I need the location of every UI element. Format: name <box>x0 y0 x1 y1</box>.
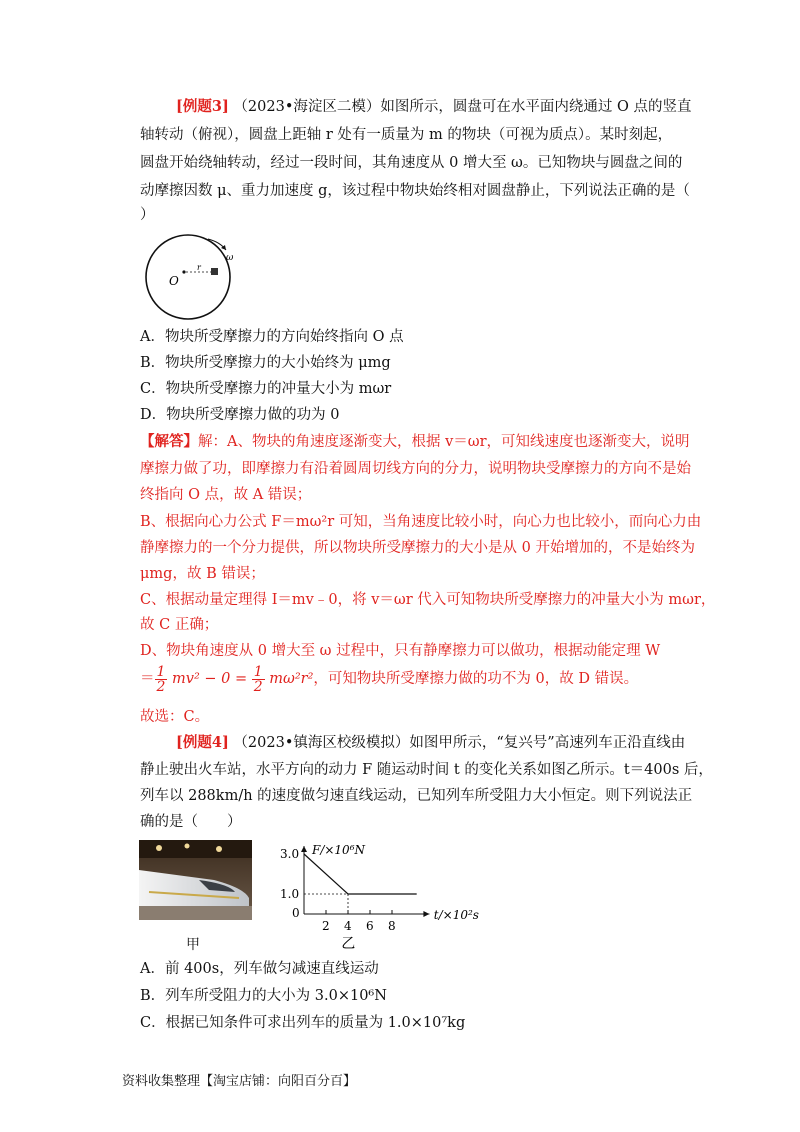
example4-option-c: C．根据已知条件可求出列车的质量为 1.0×10⁷kg <box>140 1015 466 1031</box>
example3-line-5: ） <box>140 207 155 223</box>
caption-yi: 乙 <box>341 936 356 952</box>
x-axis-arrow <box>423 911 429 917</box>
example3-line-1: [例题3] （2023•海淀区二模）如图所示，圆盘可在水平面内绕通过 O 点的竖直 <box>176 98 692 115</box>
example4-tag: [例题4] <box>176 734 229 751</box>
radius-label: r <box>197 263 201 272</box>
example3-line-3: 圆盘开始绕轴转动，经过一段时间，其角速度从 0 增大至 ω。已知物块与圆盘之间的 <box>140 155 683 171</box>
example4-option-a: A．前 400s，列车做匀减速直线运动 <box>140 961 379 977</box>
answer-tag: 【解答】 <box>140 433 198 450</box>
center-label: O <box>169 274 179 288</box>
train-photo <box>139 840 252 920</box>
example4-line-2: 静止驶出火车站，水平方向的动力 F 随运动时间 t 的变化关系如图乙所示。t＝400s 后， <box>140 762 713 778</box>
answer-line-8: 故 C 正确； <box>140 617 219 633</box>
omega-label: ω <box>226 253 234 263</box>
y-tick-label-3.0: 3.0 <box>280 847 300 861</box>
answer-line-1: 【解答】解：A、物块的角速度逐渐变大，根据 v＝ωr，可知线速度也逐渐变大，说明 <box>140 433 690 450</box>
example4-line-4: 确的是（ ） <box>140 814 242 830</box>
answer-formula-line: ＝ $\frac{1}{2}$ mv² − 0 = $\frac{1}{2}$ mω²r²，可知物块所受摩擦力做的功不为 0，故 D 错误。 <box>140 663 639 695</box>
y-axis-arrow <box>301 846 307 852</box>
origin-label: 0 <box>292 906 300 920</box>
footer-source: 资料收集整理【淘宝店铺：向阳百分百】 <box>122 1074 357 1089</box>
example3-option-d: D．物块所受摩擦力做的功为 0 <box>140 407 340 423</box>
series-point-1 <box>347 893 348 894</box>
example3-line-2: 轴转动（俯视），圆盘上距轴 r 处有一质量为 m 的物块（可视为质点）。某时刻起， <box>140 127 673 143</box>
example4-line-1: [例题4] （2023•镇海区校级模拟）如图甲所示，“复兴号”高速列车正沿直线由 <box>176 734 686 751</box>
answer-choice: 故选：C。 <box>140 709 210 725</box>
example3-option-a: A．物块所受摩擦力的方向始终指向 O 点 <box>140 329 404 345</box>
answer-line-3: 终指向 O 点，故 A 错误； <box>140 487 312 503</box>
answer-line-4: B、根据向心力公式 F＝mω²r 可知，当角速度比较小时，向心力也比较小，而向心力由 <box>140 514 702 530</box>
example3-option-b: B．物块所受摩擦力的大小始终为 μmg <box>140 355 391 371</box>
center-dot <box>182 270 185 273</box>
example3-tag: [例题3] <box>176 98 229 115</box>
x-tick-label-2: 2 <box>322 919 330 933</box>
y-axis-label: F/×10⁶N <box>312 843 366 857</box>
force-time-chart <box>280 828 510 956</box>
answer-line-9: D、物块角速度从 0 增大至 ω 过程中，只有静摩擦力可以做功，根据动能定理 W <box>140 643 661 659</box>
answer-line-2: 摩擦力做了功，即摩擦力有沿着圆周切线方向的分力，说明物块受摩擦力的方向不是始 <box>140 461 691 477</box>
example3-option-c: C．物块所受摩擦力的冲量大小为 mωr <box>140 381 392 397</box>
series-point-0 <box>303 853 304 854</box>
y-tick-label-1.0: 1.0 <box>280 887 300 901</box>
fraction-half-1: $\frac{1}{2}$ <box>156 663 166 695</box>
x-tick-label-6: 6 <box>366 919 374 933</box>
x-tick-label-4: 4 <box>344 919 352 933</box>
example3-line-4: 动摩擦因数 μ、重力加速度 g，该过程中物块始终相对圆盘静止，下列说法正确的是（ <box>140 183 690 199</box>
force-series-line <box>304 854 416 894</box>
answer-line-5: 静摩擦力的一个分力提供，所以物块所受摩擦力的大小是从 0 开始增加的，不是始终为 <box>140 540 695 556</box>
caption-jia: 甲 <box>186 937 200 953</box>
disc-circle <box>146 235 230 319</box>
fraction-half-2: $\frac{1}{2}$ <box>253 663 263 695</box>
example4-option-b: B．列车所受阻力的大小为 3.0×10⁶N <box>140 988 387 1004</box>
answer-line-6: μmg，故 B 错误； <box>140 566 265 582</box>
x-tick-label-8: 8 <box>388 919 396 933</box>
series-point-2 <box>416 893 417 894</box>
x-axis-label: t/×10²s <box>433 908 479 922</box>
block-square <box>211 268 218 275</box>
answer-line-7: C、根据动量定理得 I＝mv﹣0，将 v＝ωr 代入可知物块所受摩擦力的冲量大小为 mωr， <box>140 592 716 608</box>
rotating-disc-figure <box>138 232 248 322</box>
example4-line-3: 列车以 288km/h 的速度做匀速直线运动，已知列车所受阻力大小恒定。则下列说法正 <box>140 788 693 804</box>
